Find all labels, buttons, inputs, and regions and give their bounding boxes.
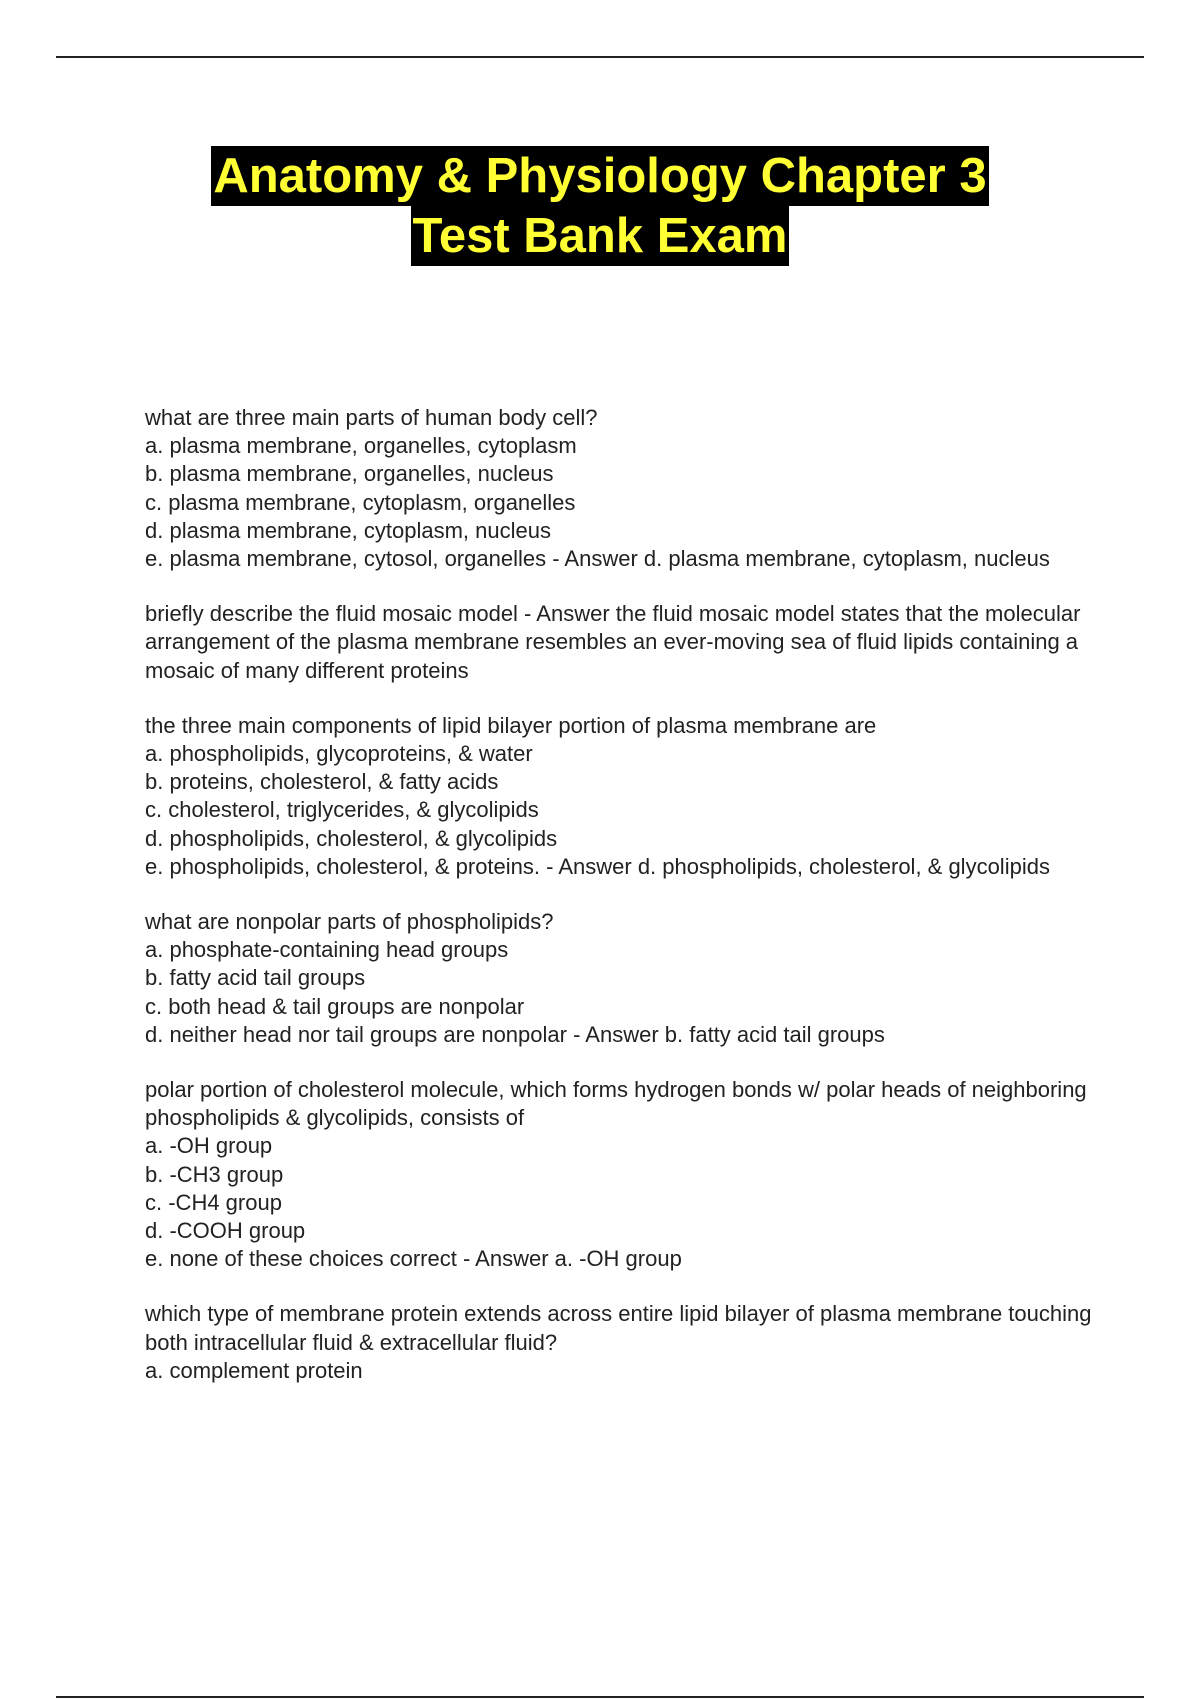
option-d-with-answer: d. neither head nor tail groups are nonpolar - Answer b. fatty acid tail groups — [145, 1021, 885, 1047]
question-block-1 — [145, 404, 1105, 573]
bottom-rule — [56, 1696, 1144, 1698]
question-with-answer: briefly describe the fluid mosaic model - Answer the fluid mosaic model states that the molecular arrangement of the plasma membrane resembles an ever-moving sea of fluid lipids containing a mosaic of many different proteins — [145, 601, 1081, 683]
top-rule — [56, 56, 1144, 58]
question-list — [145, 404, 1105, 1412]
question-text: what are three main parts of human body cell? — [145, 405, 598, 430]
question-text: the three main components of lipid bilayer portion of plasma membrane are — [145, 712, 877, 738]
option-a: a. -OH group — [145, 1133, 273, 1159]
question-text: which type of membrane protein extends across entire lipid bilayer of plasma membrane touching both intracellular fluid & extracellular fluid? — [145, 1301, 1092, 1355]
option-d: d. phospholipids, cholesterol, & glycolipids — [145, 825, 558, 851]
question-block-5 — [145, 1076, 1105, 1273]
question-block-2 — [145, 600, 1105, 685]
option-a: a. phosphate-containing head groups — [145, 937, 509, 963]
title-line-2: Test Bank Exam — [411, 206, 790, 266]
option-e-with-answer: e. phospholipids, cholesterol, & proteins. - Answer d. phospholipids, cholesterol, & glycolipids — [145, 853, 1050, 879]
question-block-3 — [145, 712, 1105, 881]
option-c: c. both head & tail groups are nonpolar — [145, 993, 525, 1019]
option-c: c. -CH4 group — [145, 1189, 282, 1215]
option-e-with-answer: e. plasma membrane, cytosol, organelles - Answer d. plasma membrane, cytoplasm, nucleus — [145, 546, 1050, 572]
document-title — [0, 146, 1200, 266]
option-a: a. complement protein — [145, 1357, 363, 1383]
question-block-6 — [145, 1300, 1105, 1385]
option-a: a. plasma membrane, organelles, cytoplasm — [145, 433, 577, 459]
question-text: what are nonpolar parts of phospholipids? — [145, 909, 554, 935]
option-d: d. plasma membrane, cytoplasm, nucleus — [145, 517, 551, 543]
title-line-1: Anatomy & Physiology Chapter 3 — [211, 146, 988, 206]
option-c: c. cholesterol, triglycerides, & glycolipids — [145, 797, 539, 823]
option-d: d. -COOH group — [145, 1218, 306, 1244]
option-b: b. -CH3 group — [145, 1161, 284, 1187]
option-b: b. plasma membrane, organelles, nucleus — [145, 461, 554, 487]
option-e-with-answer: e. none of these choices correct - Answer a. -OH group — [145, 1246, 682, 1272]
question-block-4 — [145, 908, 1105, 1049]
option-b: b. fatty acid tail groups — [145, 965, 366, 991]
option-a: a. phospholipids, glycoproteins, & water — [145, 741, 533, 767]
option-b: b. proteins, cholesterol, & fatty acids — [145, 769, 499, 795]
question-text: polar portion of cholesterol molecule, which forms hydrogen bonds w/ polar heads of neighboring phospholipids & glycolipids, consists of — [145, 1077, 1087, 1131]
option-c: c. plasma membrane, cytoplasm, organelles — [145, 489, 576, 515]
